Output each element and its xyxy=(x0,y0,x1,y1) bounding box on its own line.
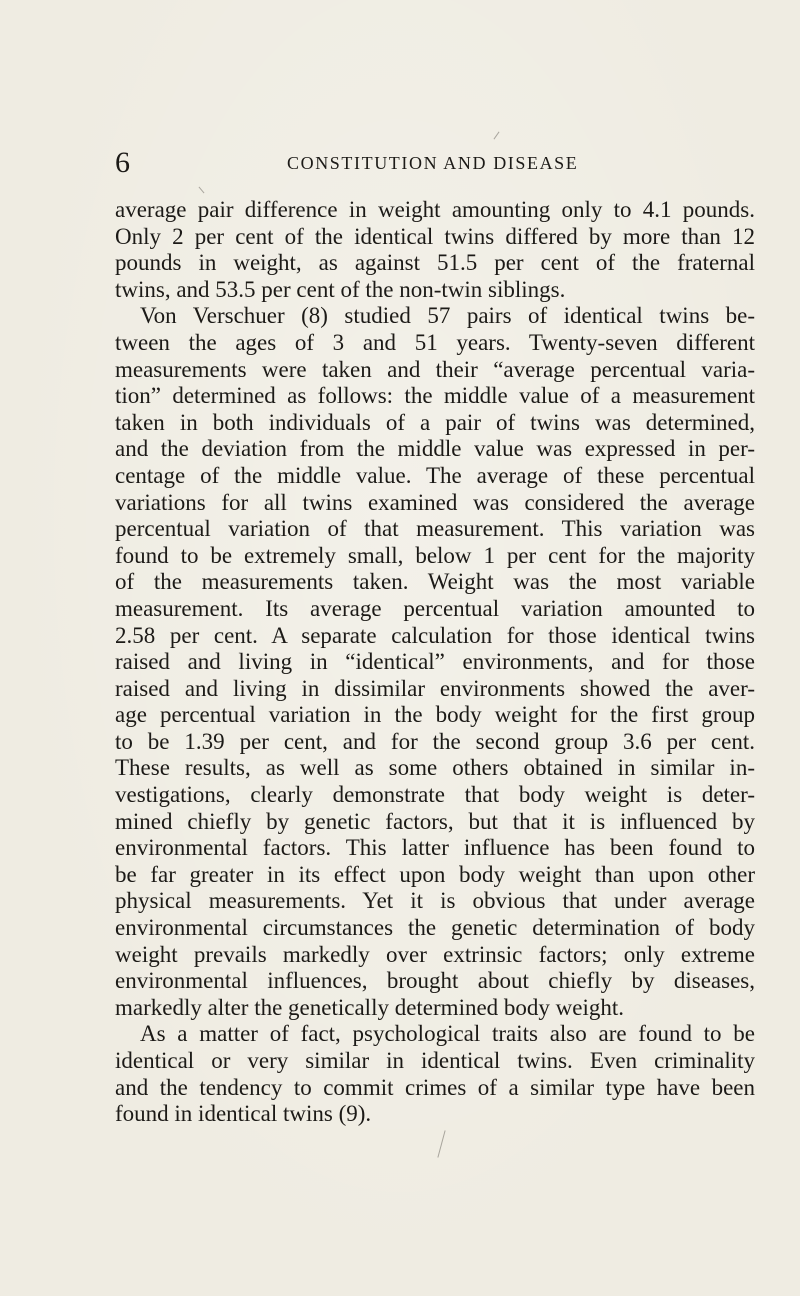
text-line: be far greater in its effect upon body weight than upon other xyxy=(115,861,755,887)
text-line: and the tendency to commit crimes of a similar type have been xyxy=(115,1074,755,1100)
text-line: environmental circumstances the genetic determination of body xyxy=(115,915,755,941)
text-line: average pair difference in weight amounting only to 4.1 pounds. xyxy=(115,197,755,222)
running-head xyxy=(115,143,755,183)
text-line: tion” determined as follows: the middle value of a measurement xyxy=(115,383,755,409)
text-line: vestigations, clearly demonstrate that body weight is deter- xyxy=(115,782,755,808)
text-line: twins, and 53.5 per cent of the non-twin siblings. xyxy=(115,276,566,302)
text-line: mined chiefly by genetic factors, but that it is influenced by xyxy=(115,808,755,834)
text-line: of the measurements taken. Weight was the most variable xyxy=(115,569,755,595)
text-line: These results, as well as some others obtained in similar in- xyxy=(115,755,755,781)
running-title: CONSTITUTION AND DISEASE xyxy=(287,153,579,173)
text-line: Only 2 per cent of the identical twins differed by more than 12 xyxy=(115,223,755,249)
paper-speck xyxy=(199,187,205,194)
text-line: raised and living in dissimilar environments showed the aver- xyxy=(115,675,755,701)
text-line: variations for all twins examined was considered the average xyxy=(115,489,755,515)
text-line: and the deviation from the middle value was expressed in per- xyxy=(115,436,755,462)
text-line: Von Verschuer (8) studied 57 pairs of identical twins be- xyxy=(140,303,755,329)
text-line: found in identical twins (9). xyxy=(115,1101,372,1127)
text-line: weight prevails markedly over extrinsic factors; only extreme xyxy=(115,941,755,967)
text-line: measurement. Its average percentual variation amounted to xyxy=(115,595,755,621)
text-line: percentual variation of that measurement. This variation was xyxy=(115,516,755,542)
text-line: measurements were taken and their “average percentual varia- xyxy=(115,356,755,382)
text-line: physical measurements. Yet it is obvious that under average xyxy=(115,888,755,914)
paper-speck xyxy=(494,132,500,140)
text-line: taken in both individuals of a pair of twins was determined, xyxy=(115,409,755,435)
text-line: 2.58 per cent. A separate calculation for those identical twins xyxy=(115,622,755,648)
body-text xyxy=(115,197,755,1128)
text-line: age percentual variation in the body weight for the first group xyxy=(115,702,755,728)
text-line: to be 1.39 per cent, and for the second group 3.6 per cent. xyxy=(115,728,755,754)
text-line: tween the ages of 3 and 51 years. Twenty-seven different xyxy=(115,329,755,355)
text-line: centage of the middle value. The average of these percentual xyxy=(115,462,755,488)
text-line: pounds in weight, as against 51.5 per cent of the fraternal xyxy=(115,250,755,276)
text-line: raised and living in “identical” environments, and for those xyxy=(115,649,755,675)
text-line: environmental factors. This latter influence has been found to xyxy=(115,835,755,861)
paper-speck xyxy=(437,1130,445,1157)
text-line: markedly alter the genetically determined body weight. xyxy=(115,994,625,1020)
page-number: 6 xyxy=(115,146,130,179)
text-line: environmental influences, brought about chiefly by diseases, xyxy=(115,968,755,994)
text-line: found to be extremely small, below 1 per cent for the majority xyxy=(115,542,755,568)
text-line: As a matter of fact, psychological traits also are found to be xyxy=(140,1021,755,1047)
text-line: identical or very similar in identical twins. Even criminality xyxy=(115,1048,755,1073)
